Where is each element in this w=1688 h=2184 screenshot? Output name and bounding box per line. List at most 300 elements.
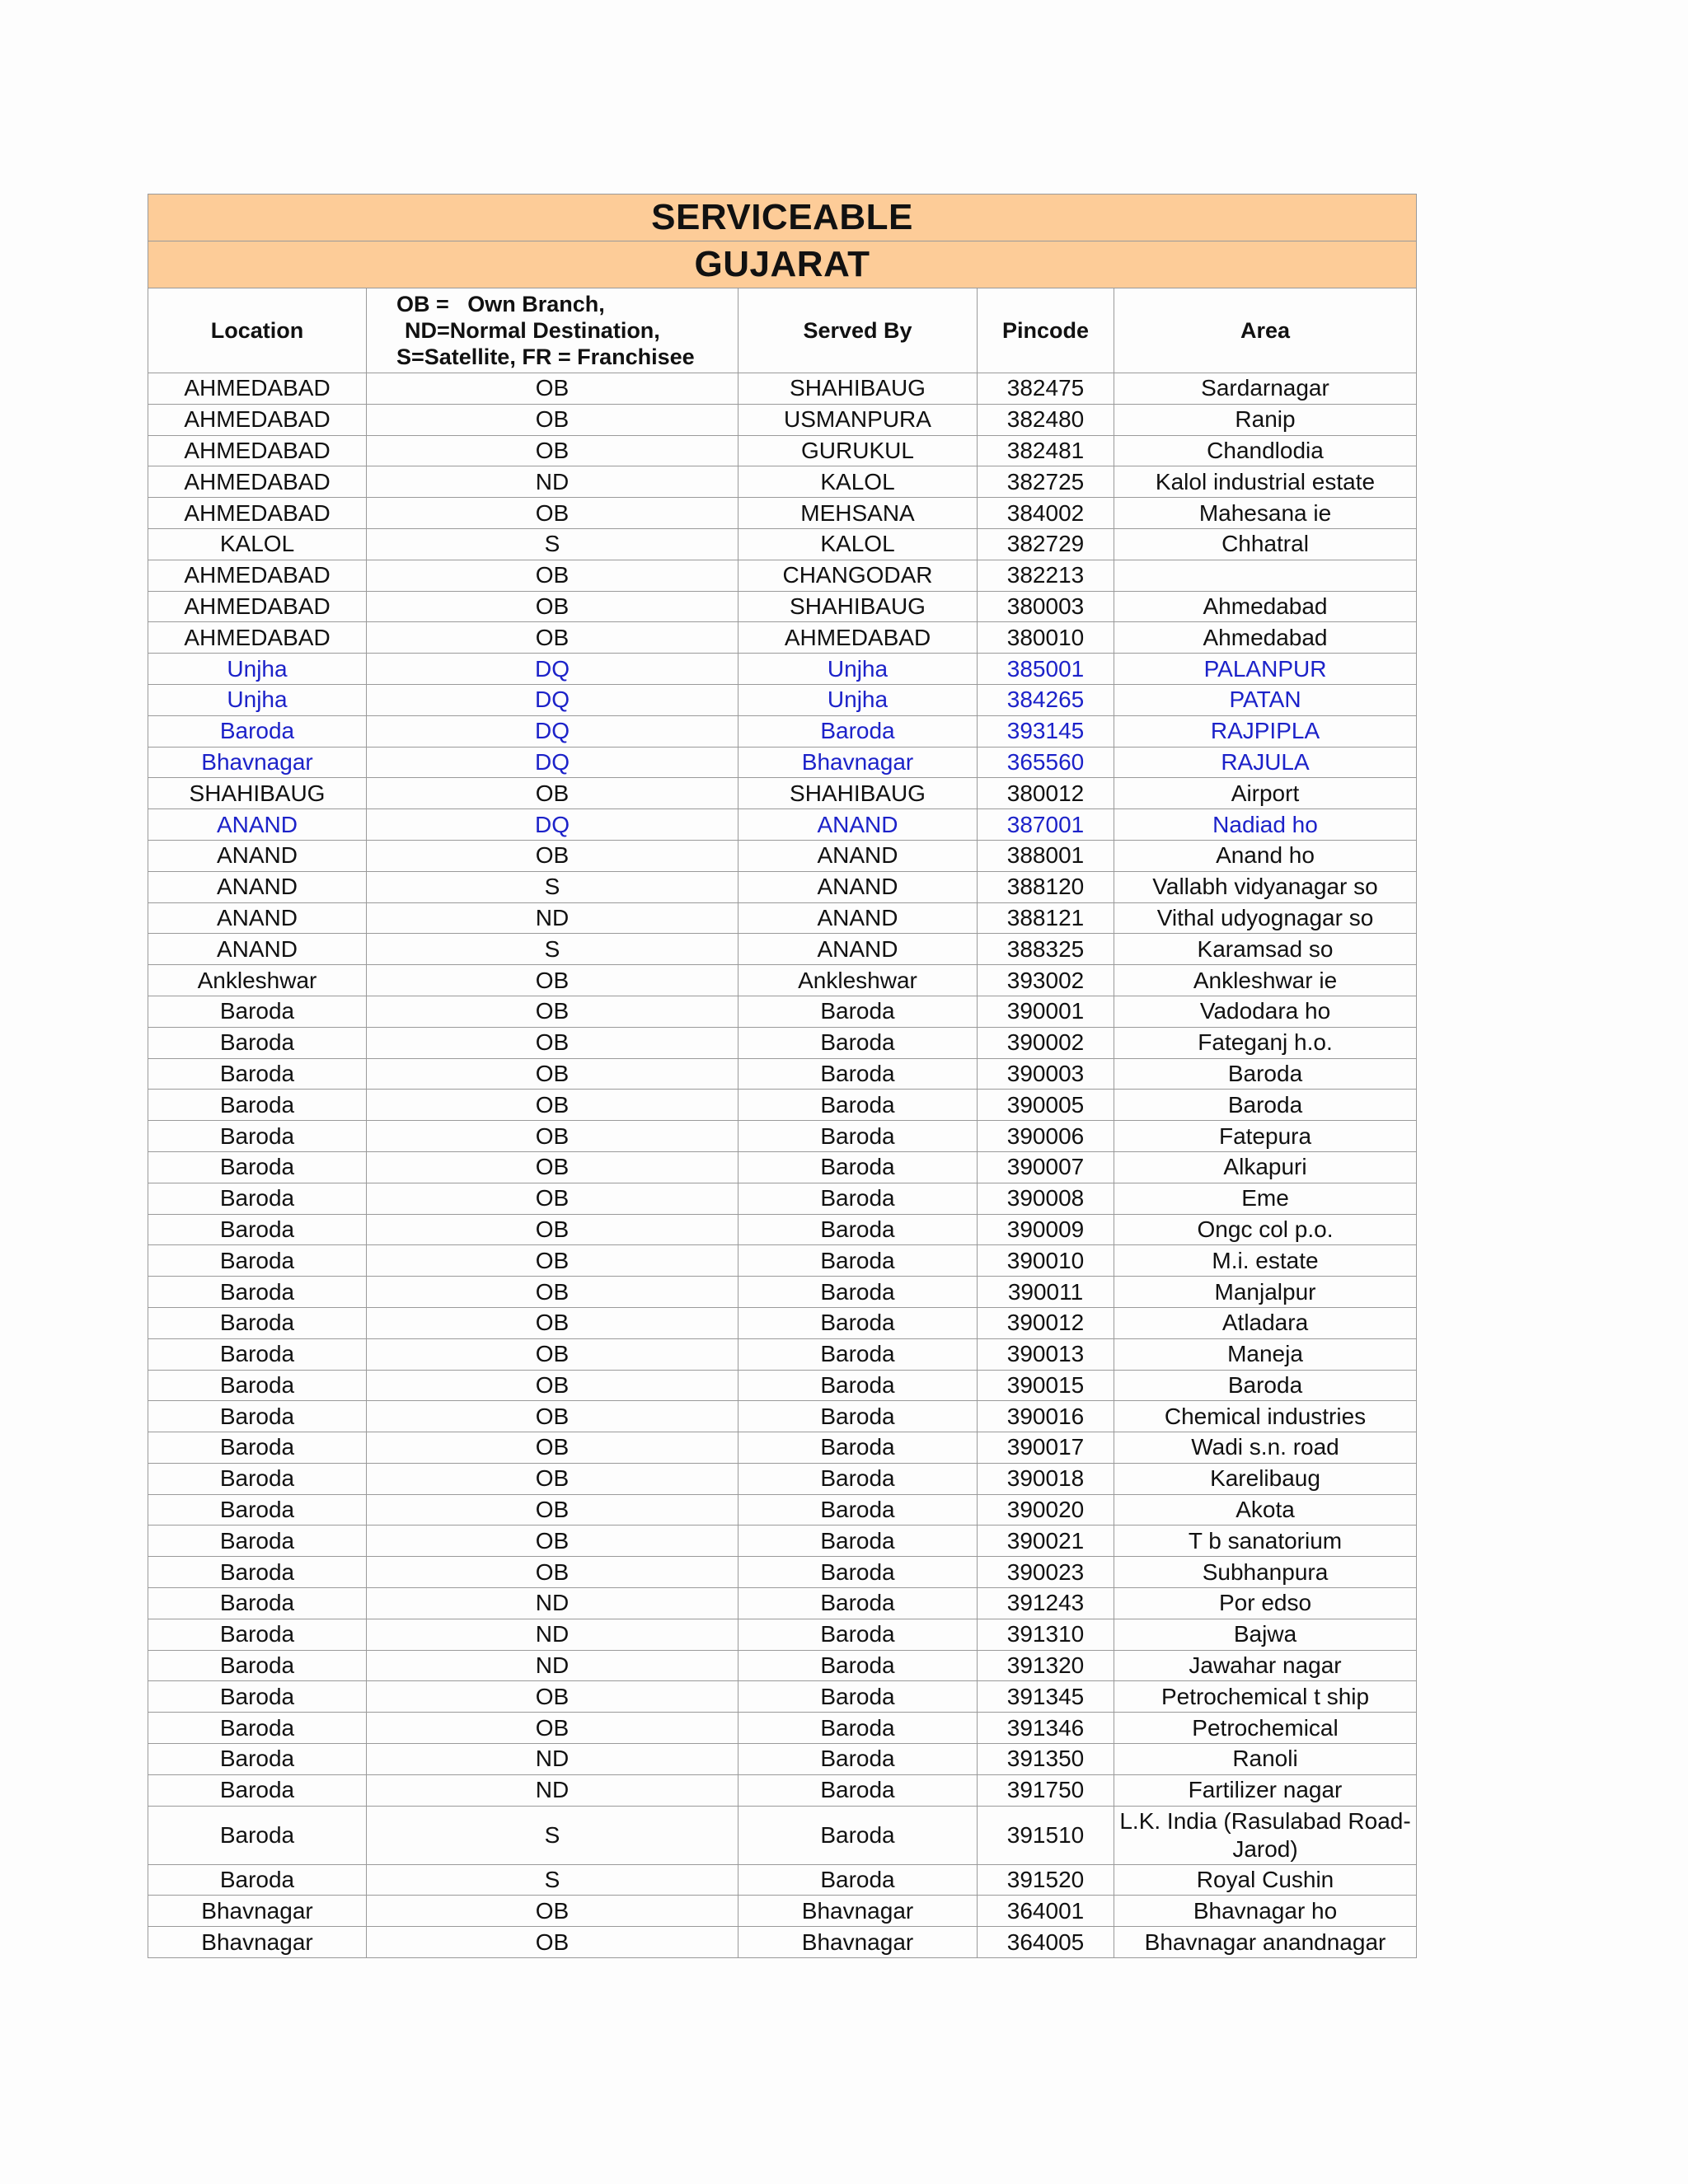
cell-type: OB <box>367 435 738 466</box>
cell-location: AHMEDABAD <box>148 498 367 529</box>
cell-served-by: ANAND <box>738 934 978 965</box>
cell-served-by: SHAHIBAUG <box>738 778 978 809</box>
cell-type: OB <box>367 1713 738 1744</box>
cell-location: Baroda <box>148 1806 367 1864</box>
table-row <box>148 1277 1417 1308</box>
cell-area: Bhavnagar anandnagar <box>1114 1927 1417 1958</box>
cell-area: Por edso <box>1114 1588 1417 1619</box>
table-row <box>148 1774 1417 1806</box>
cell-pincode: 390016 <box>978 1401 1114 1432</box>
cell-type: OB <box>367 1463 738 1494</box>
table-row <box>148 1090 1417 1121</box>
cell-location: Bhavnagar <box>148 1896 367 1927</box>
cell-served-by: ANAND <box>738 840 978 871</box>
header-row <box>148 288 1417 373</box>
table-row <box>148 1370 1417 1401</box>
cell-served-by: SHAHIBAUG <box>738 373 978 405</box>
cell-type: OB <box>367 404 738 435</box>
cell-location: Baroda <box>148 1619 367 1650</box>
cell-type: ND <box>367 1588 738 1619</box>
cell-served-by: Baroda <box>738 1058 978 1090</box>
cell-location: Baroda <box>148 1277 367 1308</box>
table-row <box>148 715 1417 747</box>
cell-type: DQ <box>367 747 738 778</box>
cell-pincode: 380010 <box>978 622 1114 654</box>
cell-pincode: 390009 <box>978 1214 1114 1245</box>
cell-location: Baroda <box>148 1494 367 1526</box>
cell-served-by: Baroda <box>738 1027 978 1058</box>
cell-type: DQ <box>367 809 738 841</box>
cell-pincode: 390001 <box>978 996 1114 1027</box>
table-row <box>148 466 1417 498</box>
cell-served-by: Unjha <box>738 684 978 715</box>
cell-served-by: Baroda <box>738 1494 978 1526</box>
cell-type: S <box>367 934 738 965</box>
cell-location: Baroda <box>148 1713 367 1744</box>
cell-pincode: 393145 <box>978 715 1114 747</box>
table-row <box>148 1494 1417 1526</box>
table-row <box>148 498 1417 529</box>
cell-type: OB <box>367 996 738 1027</box>
cell-pincode: 380003 <box>978 591 1114 622</box>
cell-location: Baroda <box>148 1307 367 1338</box>
cell-area: Mahesana ie <box>1114 498 1417 529</box>
cell-served-by: Unjha <box>738 654 978 685</box>
cell-pincode: 390010 <box>978 1245 1114 1277</box>
table-row <box>148 1713 1417 1744</box>
cell-area: PALANPUR <box>1114 654 1417 685</box>
cell-served-by: Baroda <box>738 1121 978 1152</box>
cell-location: Baroda <box>148 1058 367 1090</box>
cell-served-by: Bhavnagar <box>738 1927 978 1958</box>
cell-served-by: Baroda <box>738 1806 978 1864</box>
cell-pincode: 391510 <box>978 1806 1114 1864</box>
cell-type: S <box>367 1806 738 1864</box>
cell-location: Bhavnagar <box>148 747 367 778</box>
cell-served-by: MEHSANA <box>738 498 978 529</box>
cell-pincode: 391345 <box>978 1681 1114 1713</box>
table-title: SERVICEABLE <box>148 194 1417 241</box>
cell-pincode: 385001 <box>978 654 1114 685</box>
cell-location: Baroda <box>148 1864 367 1896</box>
cell-location: ANAND <box>148 871 367 902</box>
cell-type: OB <box>367 498 738 529</box>
cell-location: AHMEDABAD <box>148 435 367 466</box>
cell-pincode: 365560 <box>978 747 1114 778</box>
table-row <box>148 1401 1417 1432</box>
cell-served-by: Baroda <box>738 1588 978 1619</box>
cell-pincode: 388325 <box>978 934 1114 965</box>
table-row <box>148 1151 1417 1183</box>
table-row <box>148 809 1417 841</box>
cell-location: KALOL <box>148 528 367 560</box>
cell-type: OB <box>367 840 738 871</box>
cell-area: Kalol industrial estate <box>1114 466 1417 498</box>
cell-location: AHMEDABAD <box>148 404 367 435</box>
table-row <box>148 1927 1417 1958</box>
cell-served-by: Baroda <box>738 1277 978 1308</box>
cell-area: Ahmedabad <box>1114 622 1417 654</box>
cell-area: Ankleshwar ie <box>1114 965 1417 996</box>
table-row <box>148 1245 1417 1277</box>
cell-served-by: Baroda <box>738 1650 978 1681</box>
table-row <box>148 1121 1417 1152</box>
cell-location: AHMEDABAD <box>148 373 367 405</box>
table-row <box>148 1027 1417 1058</box>
table-row <box>148 1681 1417 1713</box>
cell-type: OB <box>367 1338 738 1370</box>
cell-type: S <box>367 871 738 902</box>
cell-type: OB <box>367 622 738 654</box>
cell-area: T b sanatorium <box>1114 1526 1417 1557</box>
cell-pincode: 388120 <box>978 871 1114 902</box>
cell-type: ND <box>367 466 738 498</box>
cell-location: Ankleshwar <box>148 965 367 996</box>
cell-pincode: 390013 <box>978 1338 1114 1370</box>
cell-pincode: 393002 <box>978 965 1114 996</box>
cell-area: Atladara <box>1114 1307 1417 1338</box>
table-row <box>148 560 1417 591</box>
cell-type: DQ <box>367 715 738 747</box>
table-body <box>148 373 1417 1958</box>
cell-location: Baroda <box>148 996 367 1027</box>
cell-area: Royal Cushin <box>1114 1864 1417 1896</box>
cell-pincode: 390005 <box>978 1090 1114 1121</box>
table-row <box>148 902 1417 934</box>
cell-location: Baroda <box>148 1557 367 1588</box>
cell-location: Baroda <box>148 1401 367 1432</box>
cell-served-by: Baroda <box>738 1307 978 1338</box>
table-row <box>148 1526 1417 1557</box>
cell-area: Fateganj h.o. <box>1114 1027 1417 1058</box>
cell-location: Unjha <box>148 654 367 685</box>
cell-area: Nadiad ho <box>1114 809 1417 841</box>
cell-pincode: 390002 <box>978 1027 1114 1058</box>
table-row <box>148 1864 1417 1896</box>
cell-type: OB <box>367 1370 738 1401</box>
cell-type: OB <box>367 1526 738 1557</box>
cell-pincode: 384265 <box>978 684 1114 715</box>
cell-served-by: Baroda <box>738 1864 978 1896</box>
cell-area: RAJPIPLA <box>1114 715 1417 747</box>
table-row <box>148 622 1417 654</box>
table-row <box>148 435 1417 466</box>
cell-location: Baroda <box>148 1027 367 1058</box>
cell-served-by: Baroda <box>738 1463 978 1494</box>
cell-pincode: 388001 <box>978 840 1114 871</box>
cell-area: Ranoli <box>1114 1744 1417 1775</box>
cell-type: ND <box>367 1744 738 1775</box>
table-row <box>148 996 1417 1027</box>
cell-pincode: 390003 <box>978 1058 1114 1090</box>
cell-type: OB <box>367 1401 738 1432</box>
header-served-by: Served By <box>738 288 978 373</box>
cell-type: OB <box>367 1183 738 1214</box>
cell-pincode: 391320 <box>978 1650 1114 1681</box>
subtitle-row <box>148 241 1417 288</box>
cell-served-by: Baroda <box>738 715 978 747</box>
cell-area: Jawahar nagar <box>1114 1650 1417 1681</box>
header-location: Location <box>148 288 367 373</box>
cell-location: Baroda <box>148 1774 367 1806</box>
cell-pincode: 390020 <box>978 1494 1114 1526</box>
cell-area: Chandlodia <box>1114 435 1417 466</box>
cell-location: Baroda <box>148 1744 367 1775</box>
cell-location: SHAHIBAUG <box>148 778 367 809</box>
cell-pincode: 382729 <box>978 528 1114 560</box>
cell-type: OB <box>367 1896 738 1927</box>
table-row <box>148 1432 1417 1464</box>
table-row <box>148 1806 1417 1864</box>
cell-type: OB <box>367 560 738 591</box>
cell-served-by: Baroda <box>738 1619 978 1650</box>
table-row <box>148 1588 1417 1619</box>
table-row <box>148 1214 1417 1245</box>
cell-type: OB <box>367 1151 738 1183</box>
cell-pincode: 364001 <box>978 1896 1114 1927</box>
table-row <box>148 747 1417 778</box>
cell-location: Baroda <box>148 1650 367 1681</box>
cell-pincode: 391350 <box>978 1744 1114 1775</box>
cell-pincode: 390018 <box>978 1463 1114 1494</box>
table-row <box>148 1744 1417 1775</box>
cell-pincode: 390012 <box>978 1307 1114 1338</box>
cell-pincode: 387001 <box>978 809 1114 841</box>
cell-pincode: 390017 <box>978 1432 1114 1464</box>
cell-served-by: Baroda <box>738 1774 978 1806</box>
cell-served-by: Baroda <box>738 1370 978 1401</box>
cell-pincode: 390011 <box>978 1277 1114 1308</box>
cell-area: Vallabh vidyanagar so <box>1114 871 1417 902</box>
table-row <box>148 1463 1417 1494</box>
cell-area: Maneja <box>1114 1338 1417 1370</box>
cell-type: OB <box>367 1090 738 1121</box>
cell-area: Chemical industries <box>1114 1401 1417 1432</box>
table-row <box>148 1307 1417 1338</box>
cell-pincode: 382725 <box>978 466 1114 498</box>
cell-pincode: 382481 <box>978 435 1114 466</box>
cell-type: OB <box>367 778 738 809</box>
cell-served-by: Baroda <box>738 1214 978 1245</box>
cell-location: Baroda <box>148 715 367 747</box>
cell-pincode: 382213 <box>978 560 1114 591</box>
cell-pincode: 391310 <box>978 1619 1114 1650</box>
cell-pincode: 390015 <box>978 1370 1114 1401</box>
table-row <box>148 840 1417 871</box>
cell-area: L.K. India (Rasulabad Road-Jarod) <box>1114 1806 1417 1864</box>
cell-type: ND <box>367 902 738 934</box>
cell-served-by: Baroda <box>738 1245 978 1277</box>
cell-served-by: Baroda <box>738 1151 978 1183</box>
cell-pincode: 390007 <box>978 1151 1114 1183</box>
cell-type: OB <box>367 1245 738 1277</box>
cell-served-by: Baroda <box>738 1432 978 1464</box>
cell-pincode: 390023 <box>978 1557 1114 1588</box>
table-row <box>148 778 1417 809</box>
cell-type: OB <box>367 1557 738 1588</box>
cell-type: OB <box>367 1058 738 1090</box>
cell-type: DQ <box>367 654 738 685</box>
cell-area: Ahmedabad <box>1114 591 1417 622</box>
cell-served-by: Baroda <box>738 1338 978 1370</box>
cell-area: Baroda <box>1114 1058 1417 1090</box>
cell-area: RAJULA <box>1114 747 1417 778</box>
cell-location: ANAND <box>148 809 367 841</box>
cell-location: Bhavnagar <box>148 1927 367 1958</box>
cell-area: Vithal udyognagar so <box>1114 902 1417 934</box>
cell-area: Baroda <box>1114 1370 1417 1401</box>
cell-area: Bhavnagar ho <box>1114 1896 1417 1927</box>
cell-pincode: 390008 <box>978 1183 1114 1214</box>
cell-type: OB <box>367 1277 738 1308</box>
table-row <box>148 1557 1417 1588</box>
cell-area: Fatepura <box>1114 1121 1417 1152</box>
cell-area: Baroda <box>1114 1090 1417 1121</box>
cell-location: Baroda <box>148 1214 367 1245</box>
cell-area: Airport <box>1114 778 1417 809</box>
cell-location: ANAND <box>148 934 367 965</box>
cell-area: PATAN <box>1114 684 1417 715</box>
table-row <box>148 1183 1417 1214</box>
cell-pincode: 384002 <box>978 498 1114 529</box>
cell-served-by: Baroda <box>738 996 978 1027</box>
cell-served-by: Bhavnagar <box>738 1896 978 1927</box>
cell-type: ND <box>367 1650 738 1681</box>
legend-line-3: S=Satellite, FR = Franchisee <box>396 344 695 369</box>
table-row <box>148 684 1417 715</box>
cell-served-by: Baroda <box>738 1713 978 1744</box>
cell-location: Baroda <box>148 1338 367 1370</box>
cell-location: Baroda <box>148 1526 367 1557</box>
cell-area: Eme <box>1114 1183 1417 1214</box>
cell-served-by: CHANGODAR <box>738 560 978 591</box>
table-row <box>148 934 1417 965</box>
table-row <box>148 1058 1417 1090</box>
cell-location: Baroda <box>148 1183 367 1214</box>
table-row <box>148 404 1417 435</box>
cell-location: AHMEDABAD <box>148 560 367 591</box>
cell-type: OB <box>367 373 738 405</box>
cell-type: OB <box>367 1027 738 1058</box>
cell-pincode: 364005 <box>978 1927 1114 1958</box>
cell-location: Baroda <box>148 1463 367 1494</box>
cell-served-by: Baroda <box>738 1557 978 1588</box>
cell-location: Baroda <box>148 1090 367 1121</box>
cell-area: Alkapuri <box>1114 1151 1417 1183</box>
cell-area: Bajwa <box>1114 1619 1417 1650</box>
cell-area: Karelibaug <box>1114 1463 1417 1494</box>
cell-type: ND <box>367 1619 738 1650</box>
cell-location: Baroda <box>148 1121 367 1152</box>
cell-type: OB <box>367 1681 738 1713</box>
table-row <box>148 1650 1417 1681</box>
cell-pincode: 391520 <box>978 1864 1114 1896</box>
cell-served-by: ANAND <box>738 902 978 934</box>
cell-area: Ongc col p.o. <box>1114 1214 1417 1245</box>
cell-type: ND <box>367 1774 738 1806</box>
cell-location: Baroda <box>148 1588 367 1619</box>
legend-line-2: ND=Normal Destination, <box>405 318 660 343</box>
cell-area: Akota <box>1114 1494 1417 1526</box>
cell-area: Wadi s.n. road <box>1114 1432 1417 1464</box>
cell-served-by: Baroda <box>738 1401 978 1432</box>
cell-served-by: Baroda <box>738 1090 978 1121</box>
cell-type: DQ <box>367 684 738 715</box>
legend-line-1: OB = Own Branch, <box>396 292 605 316</box>
header-area: Area <box>1114 288 1417 373</box>
table-row <box>148 591 1417 622</box>
cell-served-by: Baroda <box>738 1744 978 1775</box>
cell-area: Subhanpura <box>1114 1557 1417 1588</box>
cell-pincode: 382480 <box>978 404 1114 435</box>
table-subtitle: GUJARAT <box>148 241 1417 288</box>
cell-served-by: Bhavnagar <box>738 747 978 778</box>
cell-served-by: Ankleshwar <box>738 965 978 996</box>
cell-type: OB <box>367 1927 738 1958</box>
cell-pincode: 391243 <box>978 1588 1114 1619</box>
serviceable-table <box>148 194 1417 1958</box>
cell-location: AHMEDABAD <box>148 622 367 654</box>
cell-area: Anand ho <box>1114 840 1417 871</box>
cell-pincode: 390021 <box>978 1526 1114 1557</box>
header-pincode: Pincode <box>978 288 1114 373</box>
cell-pincode: 380012 <box>978 778 1114 809</box>
cell-served-by: KALOL <box>738 528 978 560</box>
cell-pincode: 388121 <box>978 902 1114 934</box>
cell-type: OB <box>367 1307 738 1338</box>
cell-area: Ranip <box>1114 404 1417 435</box>
table-row <box>148 528 1417 560</box>
cell-served-by: Baroda <box>738 1526 978 1557</box>
cell-area: Fartilizer nagar <box>1114 1774 1417 1806</box>
serviceable-sheet <box>148 194 1416 1958</box>
cell-area <box>1114 560 1417 591</box>
cell-location: ANAND <box>148 840 367 871</box>
cell-type: OB <box>367 1214 738 1245</box>
cell-area: Petrochemical <box>1114 1713 1417 1744</box>
cell-location: Baroda <box>148 1245 367 1277</box>
cell-type: S <box>367 528 738 560</box>
cell-served-by: GURUKUL <box>738 435 978 466</box>
cell-area: Manjalpur <box>1114 1277 1417 1308</box>
title-row <box>148 194 1417 241</box>
cell-pincode: 391346 <box>978 1713 1114 1744</box>
table-row <box>148 654 1417 685</box>
cell-area: Vadodara ho <box>1114 996 1417 1027</box>
cell-area: Chhatral <box>1114 528 1417 560</box>
cell-area: M.i. estate <box>1114 1245 1417 1277</box>
cell-type: S <box>367 1864 738 1896</box>
cell-area: Petrochemical t ship <box>1114 1681 1417 1713</box>
table-row <box>148 965 1417 996</box>
cell-served-by: USMANPURA <box>738 404 978 435</box>
cell-served-by: ANAND <box>738 871 978 902</box>
table-row <box>148 373 1417 405</box>
cell-location: Baroda <box>148 1151 367 1183</box>
cell-location: Unjha <box>148 684 367 715</box>
cell-served-by: ANAND <box>738 809 978 841</box>
cell-location: Baroda <box>148 1681 367 1713</box>
cell-pincode: 390006 <box>978 1121 1114 1152</box>
cell-type: OB <box>367 1494 738 1526</box>
table-row <box>148 1338 1417 1370</box>
header-type-legend <box>367 288 738 373</box>
cell-served-by: KALOL <box>738 466 978 498</box>
table-row <box>148 1619 1417 1650</box>
cell-pincode: 382475 <box>978 373 1114 405</box>
cell-location: AHMEDABAD <box>148 591 367 622</box>
cell-location: AHMEDABAD <box>148 466 367 498</box>
